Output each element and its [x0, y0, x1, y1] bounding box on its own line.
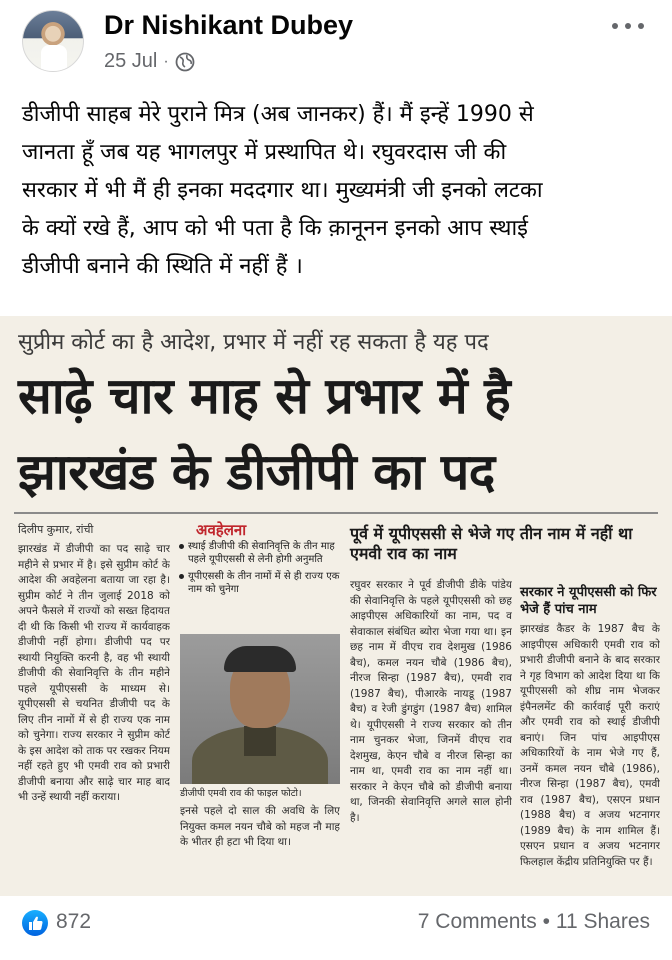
- globe-icon: [175, 52, 195, 72]
- meta-separator: ·: [163, 52, 169, 70]
- clipping-column-2: इनसे पहले दो साल की अवधि के लिए नियुक्त कमल नयन चौबे को महज नौ माह के भीतर ही हटा भी दिया था।: [180, 805, 340, 848]
- post-meta: [104, 50, 195, 73]
- clipping-bullet: स्थाई डीजीपी की सेवानिवृत्ति के तीन माह पहले यूपीएससी से लेनी होगी अनुमति: [178, 540, 346, 566]
- clipping-column-1: झारखंड में डीजीपी का पद साढ़े चार महीने से प्रभार में है। इसे सुप्रीम कोर्ट के आदेश की अवहेलना बताया जा रहा है। सुप्रीम कोर्ट ने तीन जुलाई 2018 को अपने फैसले में राज्यों को सख्त हिदायत दी थी कि किसी भी राज्य में कार्यवाहक डीजीपी नहीं होगा। डीजीपी पद पर स्थायी नियुक्ति करनी है, वह भी स्थायी डीजीपी की सेवानिवृत्ति के तीन महीने पहले यूपीएससी के माध्यम से। यूपीएससी से चयनित डीजीपी पद के लिए तीन नामों में से ही राज्य एक नाम को चुनेगा। राज्य सरकार ने सुप्रीम कोर्ट के इस आदेश को ताक पर रखकर नियम नहीं रहते हुए भी एमवी राव को प्रभारी डीजीपी बनाया और साढ़े चार माह बाद भी उन्हें स्थायी नहीं कराया।: [18, 543, 170, 803]
- clipping-section-tag: अवहेलना: [196, 521, 247, 539]
- clipping-bullet: यूपीएससी के तीन नामों में से ही राज्य एक नाम को चुनेगा: [178, 570, 346, 596]
- post-text-line: डीजीपी बनाने की स्थिति में नहीं हैं ।: [22, 254, 303, 279]
- avatar[interactable]: [22, 10, 84, 72]
- clipping-photo: [180, 634, 340, 784]
- post-header: [0, 0, 672, 92]
- like-icon[interactable]: [22, 910, 48, 936]
- clipping-headline-line1: साढ़े चार माह से प्रभार में है: [18, 367, 511, 425]
- clipping-bullets: [178, 540, 346, 600]
- clipping-column-3: रघुवर सरकार ने पूर्व डीजीपी डीके पांडेय की सेवानिवृत्ति के पहले यूपीएससी को छह आइपीएस अधिकारियों का नाम, पद व सेवाकाल संबंधित ब्योरा भेजा गया था। इन छह नाम में वीएच राव देशमुख (1986 बैच), कमल नयन चौबे (1986 बैच), नीरज सिन्हा (1987 बैच), एमवी राव (1987 बैच), पीआरके नायडू (1987 बैच) व रेजी डुंगडुंग (1987 बैच) शामिल थे। यूपीएससी ने राज्य सरकार को तीन नाम चुनकर भेजा, जिनमें वीएच राव देशमुख, केएन चौबे व नीरज सिन्हा का नाम था, एमवी राव का नाम नहीं था। सरकार ने केएन चौबे को डीजीपी बनाया था, जिनकी सेवानिवृत्ति अगले साल होनी है।: [350, 579, 512, 824]
- post-text-line: डीजीपी साहब मेरे पुराने मित्र (अब जानकर) हैं। मैं इन्हें 1990 से: [22, 102, 534, 127]
- clipping-divider: [14, 512, 658, 514]
- more-icon[interactable]: [608, 14, 648, 38]
- post-date[interactable]: 25 Jul: [104, 50, 158, 72]
- author-name[interactable]: Dr Nishikant Dubey: [104, 10, 354, 40]
- newspaper-clipping-image[interactable]: [0, 316, 672, 896]
- comments-shares-count[interactable]: 7 Comments • 11 Shares: [417, 910, 650, 933]
- clipping-headline-line2: झारखंड के डीजीपी का पद: [18, 443, 495, 501]
- clipping-subheading: पूर्व में यूपीएससी से भेजे गए तीन नाम में नहीं था एमवी राव का नाम: [350, 524, 633, 563]
- like-count[interactable]: 872: [56, 910, 92, 933]
- clipping-kicker: सुप्रीम कोर्ट का है आदेश, प्रभार में नहीं रह सकता है यह पद: [18, 330, 489, 355]
- post-text-line: सरकार में भी मैं ही इनका मददगार था। मुख्यमंत्री जी इनको लटका: [22, 178, 543, 203]
- clipping-photo-caption: डीजीपी एमवी राव की फाइल फोटो।: [180, 788, 302, 799]
- reactions-bar: [0, 904, 672, 944]
- post-text-line: जानता हूँ जब यह भागलपुर में प्रस्थापित थे। रघुवरदास जी की: [22, 140, 507, 165]
- post-text-line: के क्यों रखे हैं, आप को भी पता है कि क़ानूनन इनको आप स्थाई: [22, 216, 528, 241]
- clipping-byline: दिलीप कुमार, रांची: [18, 523, 94, 536]
- clipping-box-heading: सरकार ने यूपीएससी को फिर भेजे हैं पांच नाम: [520, 585, 657, 617]
- post-text: [22, 96, 652, 286]
- clipping-box-text: झारखंड कैडर के 1987 बैच के आइपीएस अधिकारी एमवी राव को प्रभारी डीजीपी बनाने के बाद सरकार ने गृह विभाग को आदेश दिया था कि यूपीएससी को शीघ्र नाम भेजकर इंपैनलमेंट की कार्रवाई पूरी कराएं और एमवी राव को स्थाई डीजीपी बनाएं। जिन पांच आइपीएस अधिकारियों के नाम भेजे गए हैं, उनमें कमल नयन चौबे (1986), नीरज सिन्हा (1987 बैच), एमवी राव (1987 बैच), एसएन प्रधान (1988 बैच) व अजय भटनागर (1989 बैच) के नाम शामिल हैं। एसएन प्रधान व अजय भटनागर फिलहाल केंद्रीय प्रतिनियुक्ति पर हैं।: [520, 623, 660, 868]
